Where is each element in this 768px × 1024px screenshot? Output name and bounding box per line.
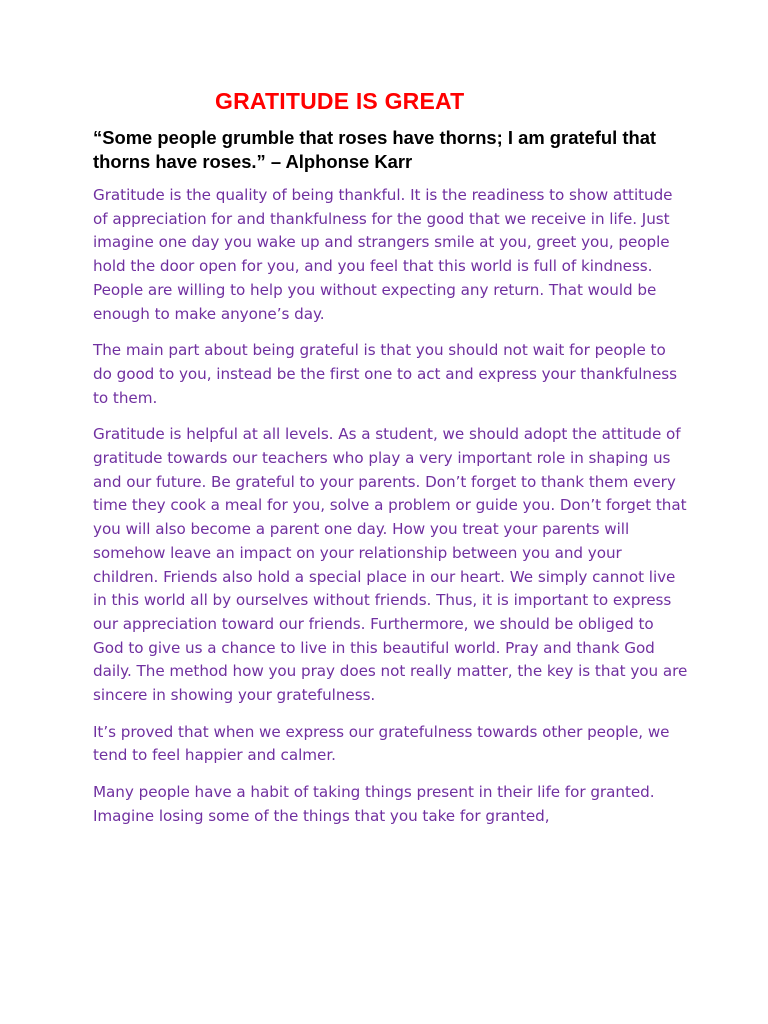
paragraph-2: The main part about being grateful is that you should not wait for people to do good to you, instead be the first one to act and express your thankfulness to them.	[93, 341, 678, 407]
paragraph-3: Gratitude is helpful at all levels. As a student, we should adopt the attitude of gratitude towards our teachers who play a very important role in shaping us and our future. Be grateful to your parents. Don’t forget to thank them every time they cook a meal for you, solve a problem or guide you. Don’t forget that you will also become a parent one day. How you treat your parents will somehow leave an impact on your relationship between you and your children. Friends also hold a special place in our heart. We simply cannot live in this world all by ourselves without friends. Thus, it is important to express our appreciation toward our friends. Furthermore, we should be obliged to God to give us a chance to live in this beautiful world. Pray and thank God daily. The method how you pray does not really matter, the key is that you are sincere in showing your gratefulness.	[93, 425, 688, 705]
document-title: GRATITUDE IS GREAT	[215, 88, 465, 114]
opening-quote: “Some people grumble that roses have thorns; I am grateful that thorns have roses.” – Alphonse Karr	[93, 127, 657, 172]
paragraph-5: Many people have a habit of taking things present in their life for granted. Imagine losing some of the things that you take for granted,	[93, 783, 655, 825]
document-body	[93, 184, 688, 842]
paragraph-4: It’s proved that when we express our gratefulness towards other people, we tend to feel happier and calmer.	[93, 722, 670, 765]
paragraph-1: Gratitude is the quality of being thankful. It is the readiness to show attitude of appreciation for and thankfulness for the good that we receive in life. Just imagine one day you wake up and strangers smile at you, greet you, people hold the door open for you, and you feel that this world is full of kindness. People are willing to help you without expecting any return. That would be enough to make anyone’s day.	[93, 186, 673, 323]
